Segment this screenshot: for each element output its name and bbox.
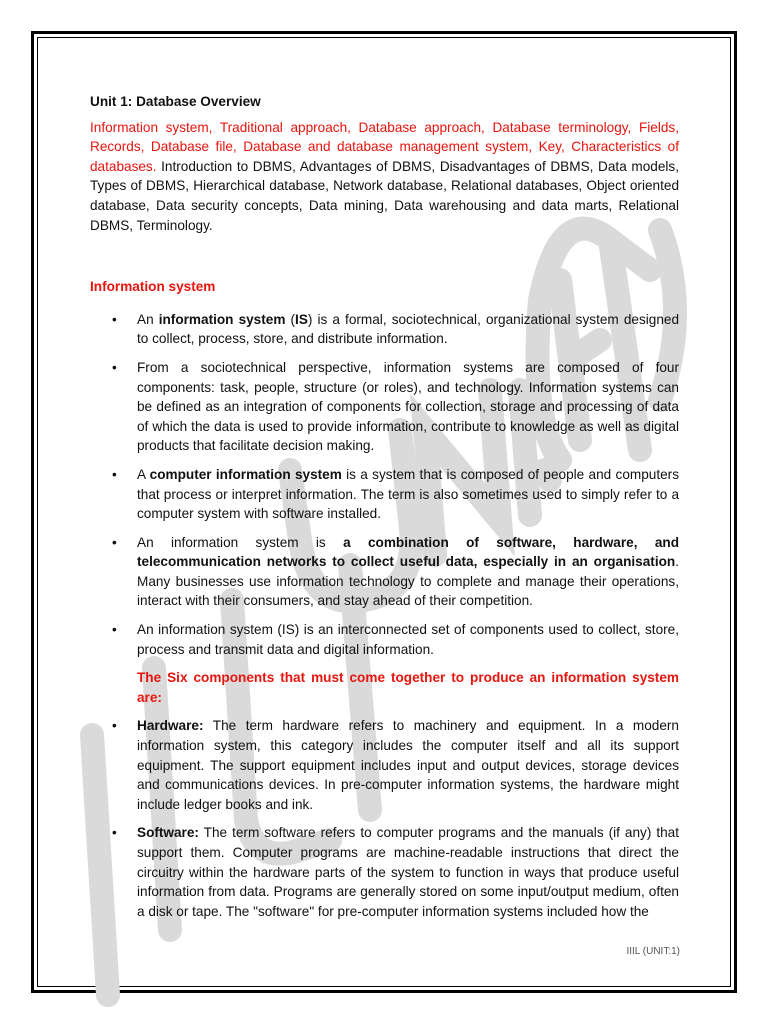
text: ( (285, 311, 296, 327)
section-title: Information system (90, 279, 216, 295)
component-label: Hardware: (137, 718, 204, 734)
components-list (90, 716, 679, 921)
bold-term: computer information system (149, 466, 342, 482)
bullet-icon: • (112, 466, 117, 482)
page-footer: IIIL (UNIT:1) (626, 946, 680, 957)
list-item (90, 465, 679, 524)
unit-title: Unit 1: Database Overview (90, 94, 261, 109)
list-item (90, 716, 679, 814)
six-components-heading: The Six components that must come together to produce an information system are: (137, 670, 679, 705)
text: is a system that is composed of people and computers that process or interpret information. The term is also sometimes used to simply refer to a computer system with software installed. (137, 466, 679, 522)
bold-term: information system (158, 311, 286, 327)
list-item (90, 310, 679, 349)
text: An information system (IS) is an interconnected set of components used to collect, store, process and transmit data and digital information. (137, 622, 679, 657)
bold-term: IS (295, 311, 308, 327)
list-item (90, 823, 679, 921)
text: The term hardware refers to machinery and equipment. In a modern information system, this category includes the computer itself and all its support equipment. The support equipment includes input and output devices, storage devices and communications devices. In pre-computer information systems, the hardware might include ledger books and ink. (137, 718, 679, 812)
bullet-icon: • (112, 359, 117, 375)
list-item (90, 533, 679, 611)
bullet-list (90, 310, 679, 660)
bold-term: a combination of software, hardware, and telecommunication networks to collect useful data, especially in an organisation (137, 534, 679, 570)
text: From a sociotechnical perspective, information systems are composed of four components: task, people, structure (or roles), and technology. Information systems can be defined as an integration of components for collection, storage and processing of data of which the data is used to provide information, contribute to knowledge as well as digital products that facilitate decision making. (137, 359, 679, 454)
text: A (137, 466, 150, 482)
document-body (90, 92, 679, 930)
text: An (137, 311, 159, 327)
component-label: Software: (137, 825, 199, 841)
bullet-icon: • (112, 311, 117, 327)
bullet-icon: • (112, 718, 117, 734)
text: . Many businesses use information technology to complete and manage their operations, interact with their consumers, and stay ahead of their competition. (137, 554, 679, 609)
list-item (90, 620, 679, 659)
text: An information system is (137, 534, 344, 550)
intro-rest: Introduction to DBMS, Advantages of DBMS, Disadvantages of DBMS, Data models, Types of DBMS, Hierarchical database, Network database, Relational databases, Object oriented database, Data security concepts, Data mining, Data warehousing and data marts, Relational DBMS, Terminology. (90, 158, 679, 233)
bullet-icon: • (112, 825, 117, 841)
bullet-icon: • (112, 534, 117, 550)
text: ) is a formal, sociotechnical, organizational system designed to collect, process, store, and distribute information. (137, 311, 679, 347)
list-item (90, 358, 679, 456)
intro-paragraph (90, 118, 679, 236)
text: The term software refers to computer programs and the manuals (if any) that support them. Computer programs are machine-readable instructions that direct the circuitry within the hardware parts of the system to function in ways that produce useful information from data. Programs are generally stored on some input/output medium, often a disk or tape. The "software" for pre-computer information systems included how the (137, 825, 679, 919)
bullet-icon: • (112, 622, 117, 638)
intro-highlight: Information system, Traditional approach, Database approach, Database terminology, Fields, Records, Database file, Database and database management system, Key, Characteristics of databases. (90, 119, 679, 174)
